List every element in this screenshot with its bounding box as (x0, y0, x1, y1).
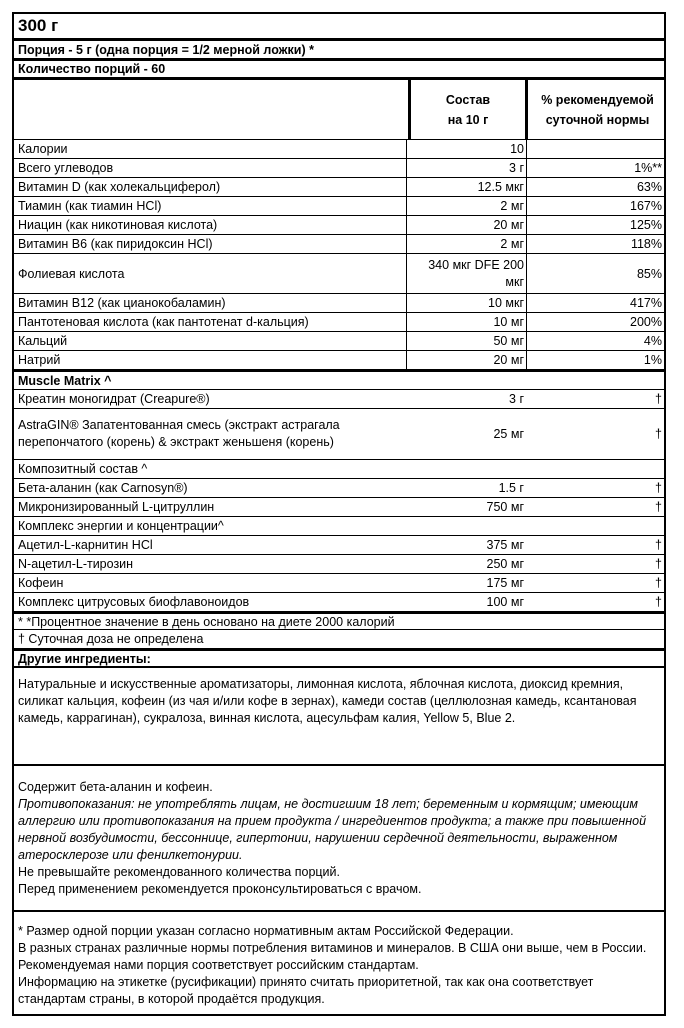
footnote-row-2 (12, 629, 666, 648)
ingredient-dv: 167% (526, 197, 664, 215)
ingredient-dv: 1% (526, 351, 664, 369)
ingredient-amount: 2 мг (406, 235, 526, 253)
ingredient-name: Всего углеводов (18, 161, 114, 175)
ingredient-dv: 63% (526, 178, 664, 196)
energy-title: Комплекс энергии и концентрации^ (18, 519, 224, 533)
servings-count-row (12, 58, 666, 77)
ingredient-dv: † (655, 557, 662, 571)
table-row (12, 535, 666, 554)
ingredient-name: Ниацин (как никотиновая кислота) (18, 218, 218, 232)
ingredient-name: Витамин D (как холекальциферол) (18, 180, 221, 194)
ingredient-amount: 1.5 г (498, 481, 524, 495)
ingredient-amount: 375 мг (486, 538, 524, 552)
amount-header-line2: на 10 г (447, 112, 489, 127)
ingredient-amount: 750 мг (486, 500, 524, 514)
table-row (12, 177, 666, 196)
servings-count: Количество порций - 60 (18, 62, 166, 76)
ingredient-name: Кофеин (18, 576, 64, 590)
ingredient-name: Тиамин (как тиамин HCl) (18, 199, 162, 213)
table-row (12, 554, 666, 573)
table-row (12, 350, 666, 369)
table-row (12, 196, 666, 215)
serving-size: Порция - 5 г (одна порция = 1/2 мерной ложки) * (18, 42, 314, 57)
dv-header-line1: % рекомендуемой (541, 92, 654, 107)
serving-row (12, 38, 666, 58)
other-ingredients-title: Другие ингредиенты: (18, 651, 151, 666)
ingredient-name: Пантотеновая кислота (как пантотенат d-кальция) (18, 315, 309, 329)
ingredient-amount: 10 (406, 140, 526, 158)
table-row (12, 293, 666, 312)
table-row (12, 573, 666, 592)
ingredient-dv: † (655, 427, 662, 441)
other-ingredients-title-row (12, 648, 666, 668)
ingredient-amount: 10 мг (406, 313, 526, 331)
ingredient-dv: 200% (526, 313, 664, 331)
notes-line3: Информацию на этикетке (русификации) принято считать приоритетной, так как она соответствует стандартам страны, в которой продаётся продукция. (18, 975, 594, 1006)
ingredient-name: N-ацетил-L-тирозин (18, 557, 134, 571)
ingredient-dv: 417% (526, 294, 664, 312)
muscle-matrix-table (12, 389, 666, 459)
weight-row (12, 12, 666, 38)
composite-table (12, 478, 666, 516)
table-row (12, 215, 666, 234)
ingredient-dv: † (655, 392, 662, 406)
ingredient-name: Натрий (18, 353, 61, 367)
composite-title: Композитный состав ^ (18, 462, 148, 476)
table-row (12, 158, 666, 177)
ingredient-amount: 20 мг (406, 216, 526, 234)
ingredient-amount: 175 мг (486, 576, 524, 590)
ingredient-dv: 118% (526, 235, 664, 253)
composite-row (12, 459, 666, 478)
ingredient-dv: † (655, 538, 662, 552)
table-row (12, 592, 666, 611)
ingredient-dv: 125% (526, 216, 664, 234)
ingredient-name: Витамин B12 (как цианокобаламин) (18, 296, 226, 310)
ingredient-name: Калории (18, 142, 68, 156)
warnings-line1: Содержит бета-аланин и кофеин. (18, 780, 213, 794)
table-header (12, 77, 666, 139)
dv-header (531, 80, 664, 139)
ingredient-name: AstraGIN® Запатентованная смесь (экстракт астрагала перепончатого (корень) & экстракт женьшеня (корень) (18, 418, 340, 449)
contraindications: Противопоказания: не употреблять лицам, не достигшим 18 лет; беременным и кормящим; имеющим аллергию или противопоказания на прием продукта / ингредиентов продукта; а также при повышенной нервной возбудимости, бессоннице, гипертонии, нарушении сердечной деятельности, выраженном атеросклерозе или фенилкетонурии. (18, 797, 647, 862)
muscle-matrix-title: Muscle Matrix ^ (18, 373, 112, 388)
footnote-dv: * *Процентное значение в день основано на диете 2000 калорий (18, 614, 395, 629)
notes-line1: * Размер одной порции указан согласно нормативным актам Российской Федерации. (18, 924, 514, 938)
ingredient-dv: † (655, 595, 662, 609)
ingredient-name: Креатин моногидрат (Creapure®) (18, 391, 210, 406)
ingredient-amount: 100 мг (486, 595, 524, 609)
ingredient-dv (526, 140, 664, 158)
footnote-dagger: † Суточная доза не определена (18, 632, 204, 646)
table-row (12, 234, 666, 253)
dv-header-line2: суточной нормы (545, 112, 650, 127)
table-row (12, 253, 666, 293)
ingredient-name: Витамин B6 (как пиридоксин HCl) (18, 237, 213, 251)
ingredient-dv: 1%** (526, 159, 664, 177)
ingredient-name: Фолиевая кислота (18, 266, 125, 281)
ingredient-amount: 2 мг (406, 197, 526, 215)
table-row (12, 331, 666, 350)
amount-header-line1: Состав (445, 92, 491, 107)
amount-header (408, 80, 528, 139)
ingredient-dv: † (655, 500, 662, 514)
ingredient-amount: 250 мг (486, 557, 524, 571)
notes-block (12, 912, 666, 1016)
ingredient-amount: 50 мг (406, 332, 526, 350)
table-row (12, 408, 666, 459)
footnote-row-1 (12, 611, 666, 629)
energy-row (12, 516, 666, 535)
ingredient-amount: 10 мкг (406, 294, 526, 312)
ingredient-amount: 12.5 мкг (406, 178, 526, 196)
warnings-block (12, 766, 666, 912)
muscle-matrix-row (12, 369, 666, 389)
ingredient-amount: 340 мкг DFE 200 мкг (406, 254, 526, 293)
ingredient-name: Ацетил-L-карнитин HCl (18, 538, 153, 552)
ingredient-amount: 3 г (406, 159, 526, 177)
ingredient-name: Комплекс цитрусовых биофлавоноидов (18, 595, 250, 609)
table-row (12, 389, 666, 408)
warnings-line3: Не превышайте рекомендованного количества порций. (18, 865, 340, 879)
warnings-line4: Перед применением рекомендуется проконсультироваться с врачом. (18, 882, 422, 896)
notes-line2: В разных странах различные нормы потребления витаминов и минералов. В США они выше, чем в России. Рекомендуемая нами порция соответствует российским стандартам. (18, 941, 647, 972)
ingredient-dv: † (655, 481, 662, 495)
ingredient-dv: 85% (526, 254, 664, 293)
ingredient-name: Бета-аланин (как Carnosyn®) (18, 481, 188, 495)
ingredient-amount: 3 г (509, 392, 524, 406)
energy-table (12, 535, 666, 611)
table-row (12, 312, 666, 331)
ingredient-dv: 4% (526, 332, 664, 350)
ingredient-dv: † (655, 576, 662, 590)
table-row (12, 478, 666, 497)
ingredient-name: Микронизированный L-цитруллин (18, 500, 215, 514)
supplement-facts-label (12, 12, 666, 1016)
table-row (12, 497, 666, 516)
table-row (12, 139, 666, 158)
net-weight: 300 г (18, 16, 59, 35)
ingredient-amount: 20 мг (406, 351, 526, 369)
ingredient-name: Кальций (18, 334, 68, 348)
ingredient-amount: 25 мг (493, 427, 524, 441)
nutrients-table (12, 139, 666, 369)
other-ingredients: Натуральные и искусственные ароматизаторы, лимонная кислота, яблочная кислота, диоксид кремния, силикат кальция, кофеин (из чая и/или кофе в зернах), камеди состав (целлюлозная камедь, ксантановая камедь, каррагинан), сукралоза, винная кислота, ацесульфам калия, Yellow 5, Blue 2. (12, 668, 666, 766)
